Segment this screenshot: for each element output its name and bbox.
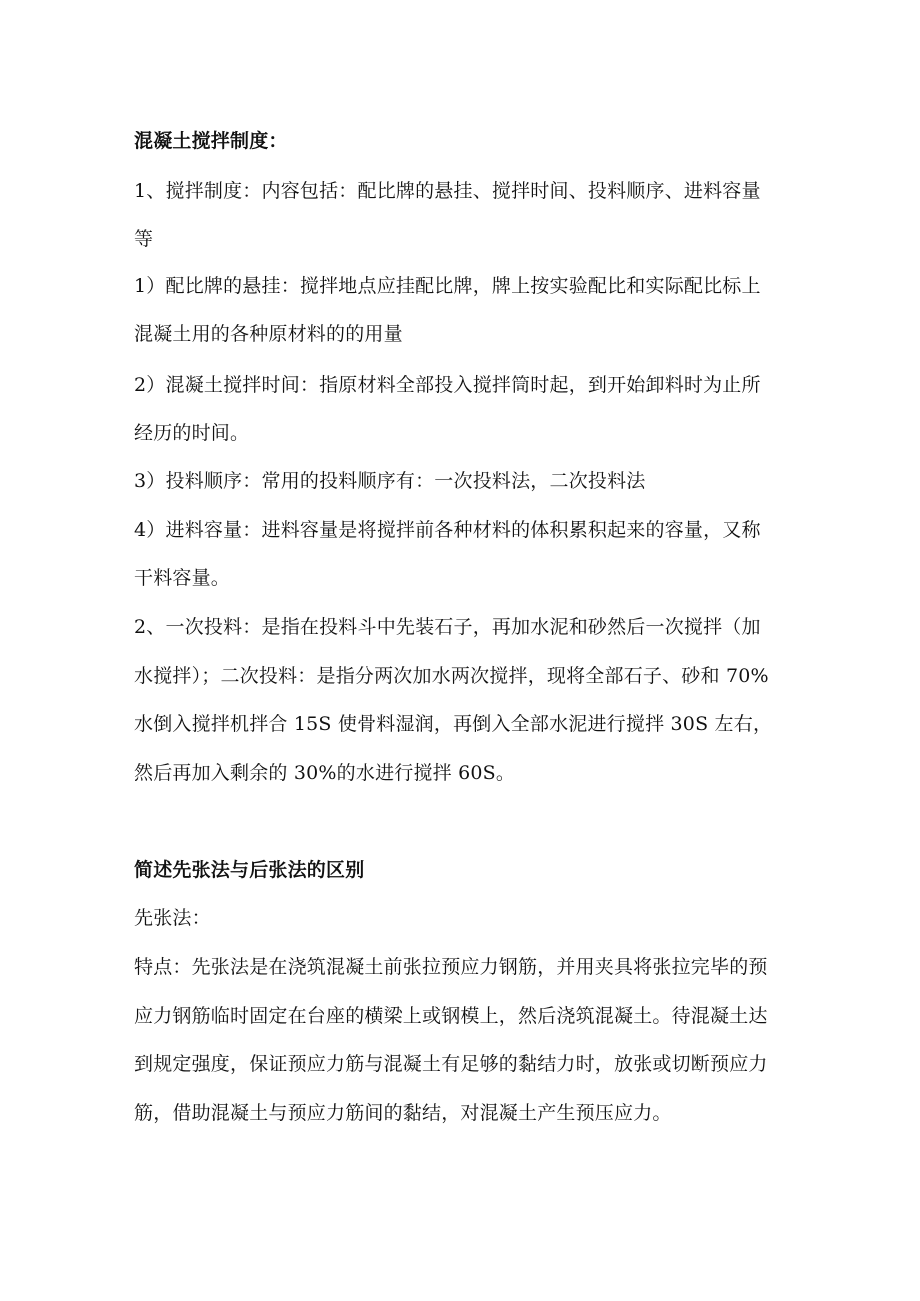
paragraph-line: 经历的时间。 (134, 422, 250, 444)
paragraph-line: 应力钢筋临时固定在台座的横梁上或钢模上，然后浇筑混凝土。待混凝土达 (134, 1005, 768, 1027)
paragraph-line: 等 (134, 228, 154, 250)
paragraph-line: 2）混凝土搅拌时间：指原材料全部投入搅拌筒时起，到开始卸料时为止所 (134, 374, 761, 396)
paragraph-line: 1）配比牌的悬挂：搅拌地点应挂配比牌，牌上按实验配比和实际配比标上 (134, 275, 761, 297)
paragraph-line: 2、一次投料：是指在投料斗中先装石子，再加水泥和砂然后一次搅拌（加 (134, 616, 761, 638)
section-heading-prestress: 简述先张法与后张法的区别 (134, 859, 365, 881)
paragraph-line: 1、搅拌制度：内容包括：配比牌的悬挂、搅拌时间、投料顺序、进料容量 (134, 180, 761, 202)
paragraph-line: 先张法： (134, 907, 211, 929)
paragraph-line: 水倒入搅拌机拌合 15S 使骨料湿润，再倒入全部水泥进行搅拌 30S 左右， (134, 713, 773, 735)
section-heading-mixing: 混凝土搅拌制度： (134, 130, 288, 152)
paragraph-line: 3）投料顺序：常用的投料顺序有：一次投料法，二次投料法 (134, 470, 646, 492)
paragraph-line: 特点：先张法是在浇筑混凝土前张拉预应力钢筋，并用夹具将张拉完毕的预 (134, 956, 768, 978)
paragraph-line: 到规定强度，保证预应力筋与混凝土有足够的黏结力时，放张或切断预应力 (134, 1053, 768, 1075)
paragraph-line: 混凝土用的各种原材料的的用量 (134, 323, 403, 345)
paragraph-line: 4）进料容量：进料容量是将搅拌前各种材料的体积累积起来的容量，又称 (134, 519, 761, 541)
paragraph-line: 筋，借助混凝土与预应力筋间的黏结，对混凝土产生预压应力。 (134, 1102, 672, 1124)
paragraph-line: 水搅拌）；二次投料：是指分两次加水两次搅拌，现将全部石子、砂和 70% (134, 665, 769, 687)
paragraph-line: 干料容量。 (134, 567, 231, 589)
paragraph-line: 然后再加入剩余的 30%的水进行搅拌 60S。 (134, 762, 516, 784)
